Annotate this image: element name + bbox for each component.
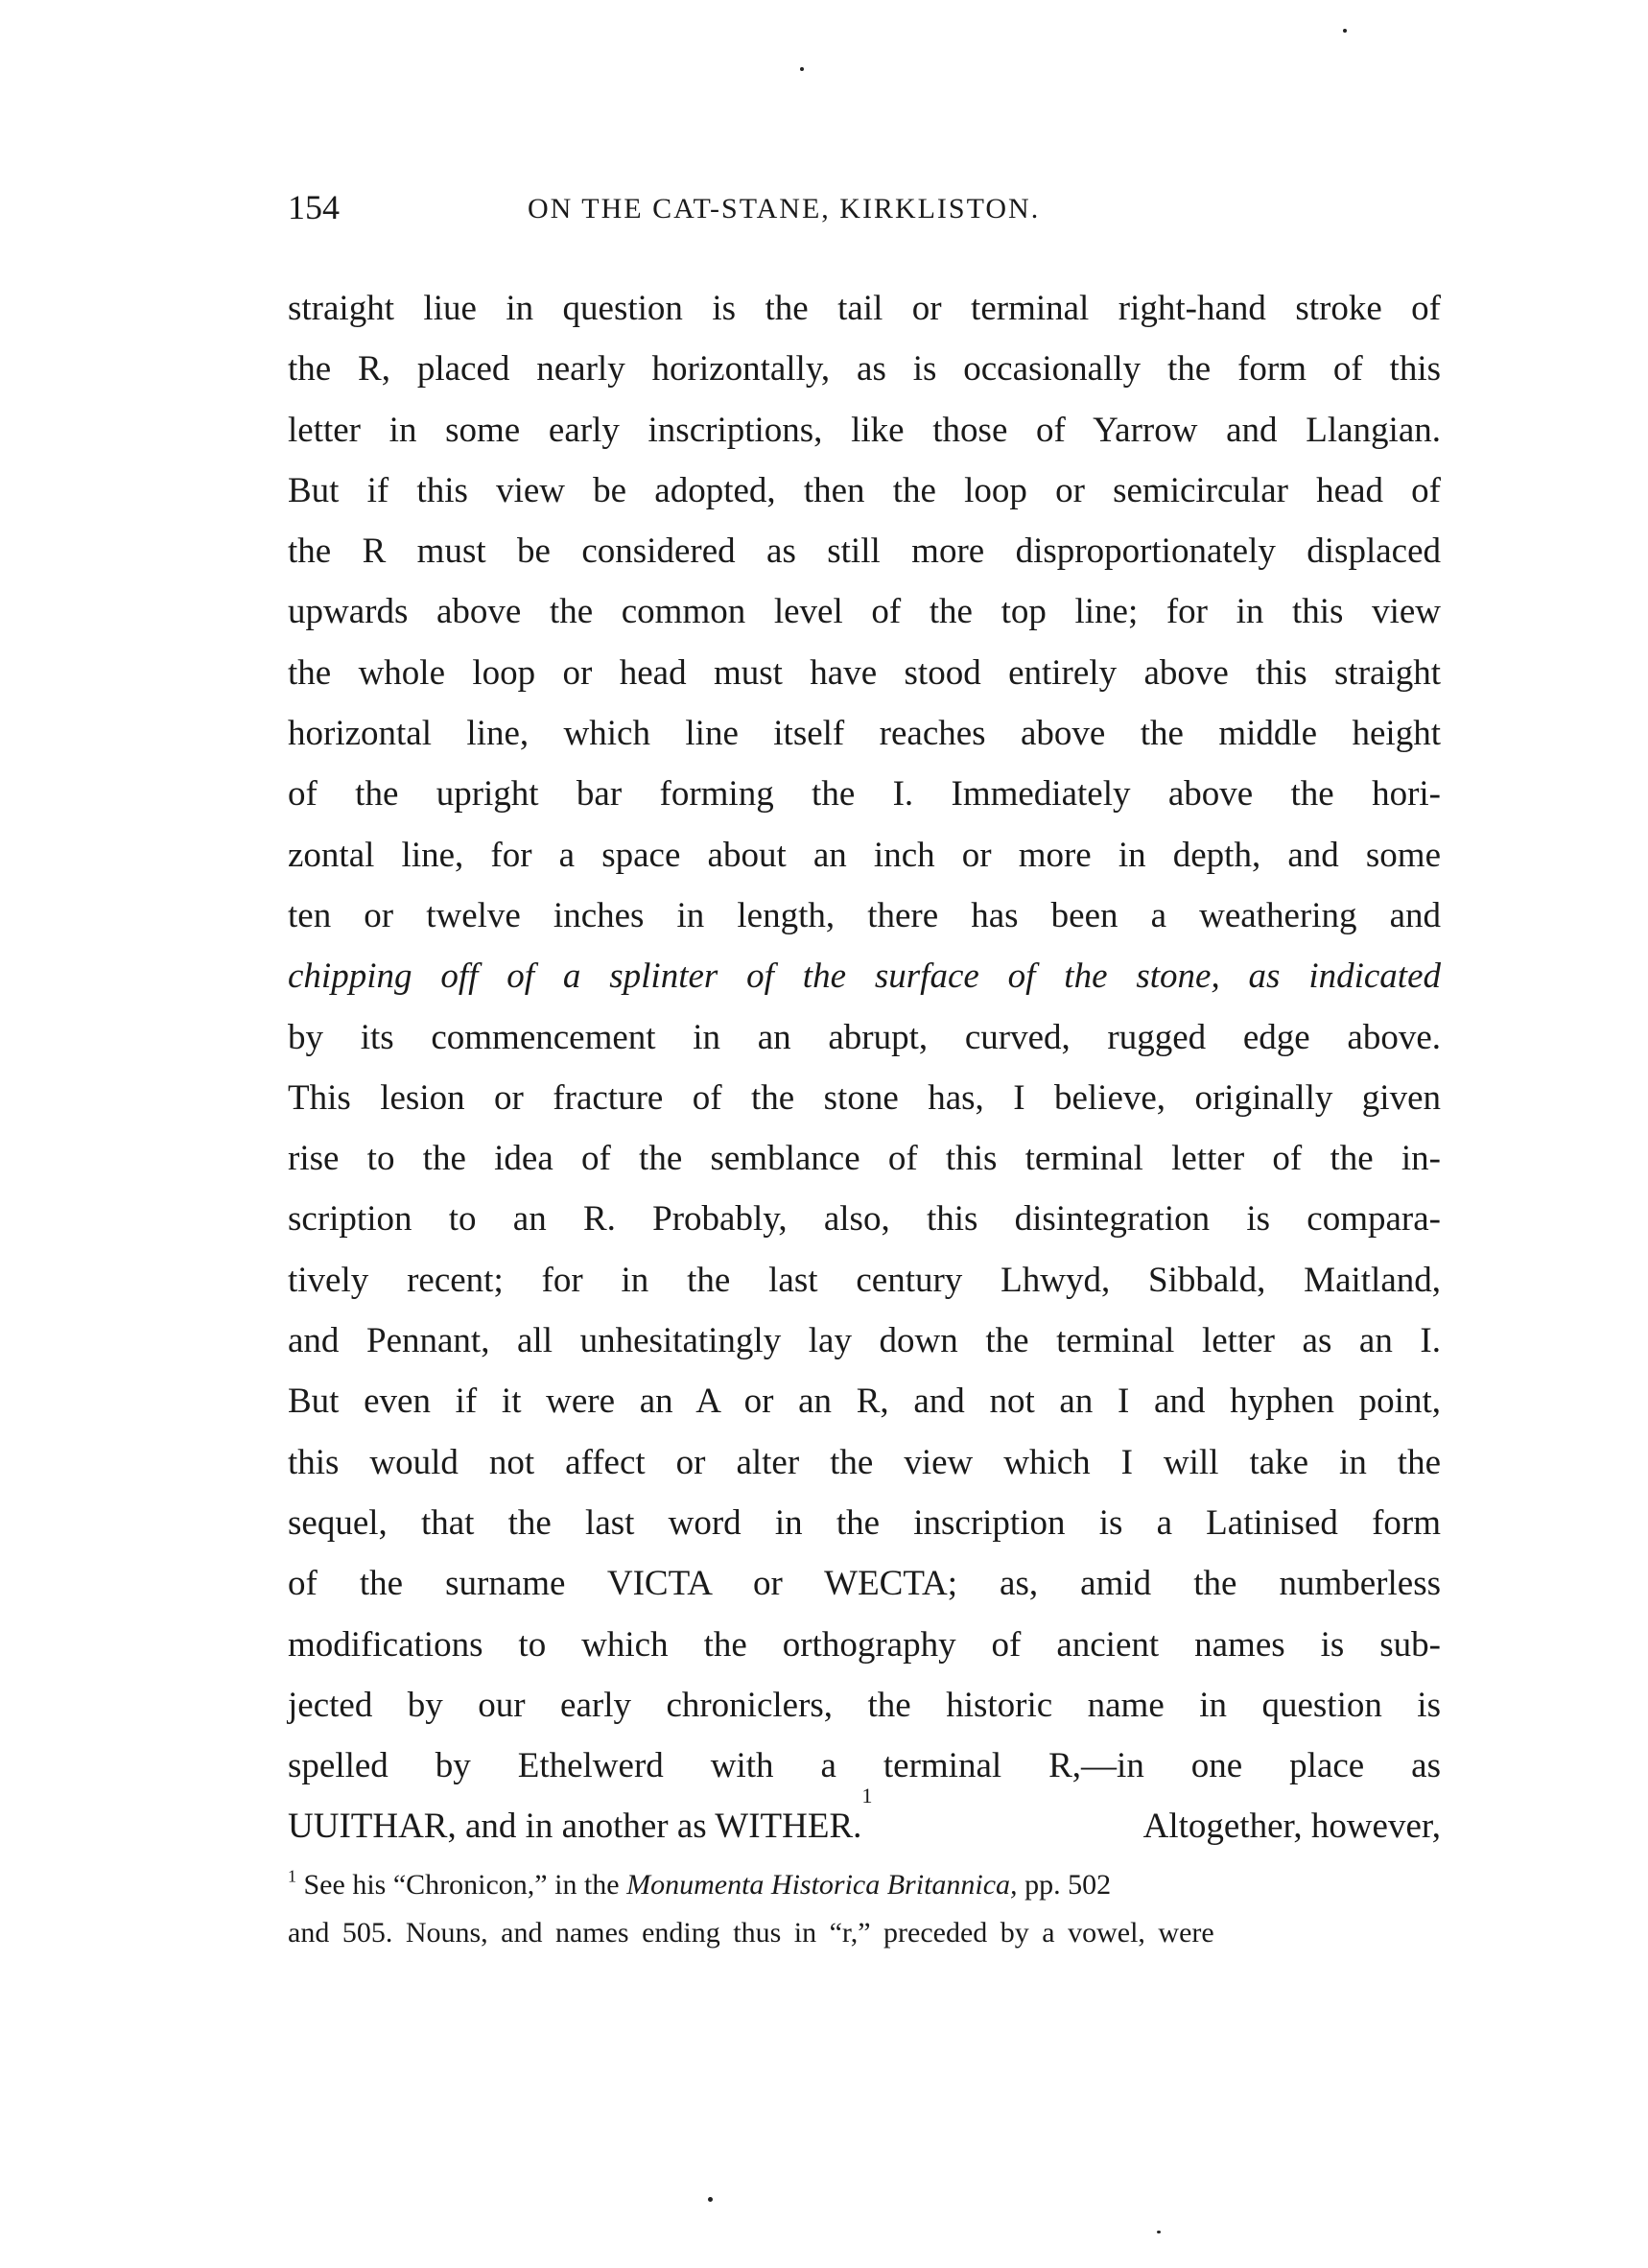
text-line-content: ten or twelve inches in length, there has been a weathering and xyxy=(288,895,1441,935)
running-title: ON THE CAT-STANE, KIRKLISTON. xyxy=(528,193,1041,224)
text-line xyxy=(288,1553,1441,1614)
text-line xyxy=(288,764,1441,824)
text-line xyxy=(288,521,1441,581)
scan-speck xyxy=(1343,29,1347,33)
text-line-content: the whole loop or head must have stood entirely above this straight xyxy=(288,652,1441,693)
text-line xyxy=(288,1493,1441,1553)
text-line-content: sequel, that the last word in the inscription is a Latinised form xyxy=(288,1502,1441,1543)
text-line xyxy=(288,339,1441,399)
text-line-content: horizontal line, which line itself reaches above the middle height xyxy=(288,714,1441,754)
text-line xyxy=(288,643,1441,703)
page-number: 154 xyxy=(288,188,340,226)
text-line-content: straight liue in question is the tail or terminal right-hand stroke of xyxy=(288,289,1441,328)
text-line-content: scription to an R. Probably, also, this disintegration is compara- xyxy=(288,1199,1441,1240)
text-line-content: and Pennant, all unhesitatingly lay down the terminal letter as an I. xyxy=(288,1321,1441,1361)
text-line-content: This lesion or fracture of the stone has, I believe, originally given xyxy=(288,1077,1441,1118)
scan-speck xyxy=(800,67,804,71)
text-line xyxy=(288,1250,1441,1311)
footnote-reference: 1 xyxy=(861,1784,873,1808)
text-line-tail: Altogether, however, xyxy=(1142,1807,1441,1847)
text-line xyxy=(288,1311,1441,1371)
text-line-content: of the upright bar forming the I. Immediately above the hori- xyxy=(288,774,1441,815)
footnote-line-2: and 505. Nouns, and names ending thus in “r,” preceded by a vowel, were xyxy=(288,1917,1214,1949)
page-header xyxy=(288,187,1439,235)
text-line xyxy=(288,1189,1441,1249)
text-line-content: chipping off of a splinter of the surface of the stone, as indicated xyxy=(288,957,1441,997)
text-line-content: of the surname VICTA or WECTA; as, amid the numberless xyxy=(288,1564,1441,1604)
text-line-content: the R, placed nearly horizontally, as is occasionally the form of this xyxy=(288,349,1441,390)
last-line xyxy=(288,1784,1441,1856)
text-line-content: the R must be considered as still more disproportionately displaced xyxy=(288,532,1441,572)
text-line xyxy=(288,946,1441,1006)
text-line xyxy=(288,825,1441,886)
text-line xyxy=(288,1007,1441,1068)
text-line xyxy=(288,400,1441,461)
text-line-content: UUITHAR, and in another as WITHER. xyxy=(288,1807,862,1847)
text-line-content: But if this view be adopted, then the loop or semicircular head of xyxy=(288,470,1441,510)
text-line-content: rise to the idea of the semblance of this terminal letter of the in- xyxy=(288,1139,1441,1179)
text-line-content: upwards above the common level of the top line; for in this view xyxy=(288,592,1441,632)
footnote-line-1 xyxy=(288,1861,1111,1909)
footnote-italic-title: Monumenta Historica Britannica, xyxy=(626,1869,1018,1901)
text-line-content: spelled by Ethelwerd with a terminal R,—in one place as xyxy=(288,1746,1441,1786)
text-line-content: zontal line, for a space about an inch or more in depth, and some xyxy=(288,835,1441,875)
text-line xyxy=(288,1432,1441,1493)
text-line xyxy=(288,1784,1441,1856)
text-line xyxy=(288,461,1441,521)
text-line-content: this would not affect or alter the view which I will take in the xyxy=(288,1442,1441,1482)
text-line xyxy=(288,278,1441,339)
text-line xyxy=(288,886,1441,946)
body-text xyxy=(288,278,1441,1857)
text-line xyxy=(288,1371,1441,1431)
text-line xyxy=(288,1675,1441,1736)
footnote-text: See his “Chronicon,” in the xyxy=(303,1869,620,1901)
scan-speck xyxy=(1157,2231,1161,2233)
text-line-content: modifications to which the orthography of ancient names is sub- xyxy=(288,1624,1441,1665)
scan-speck xyxy=(708,2197,713,2202)
text-line-content: tively recent; for in the last century Lhwyd, Sibbald, Maitland, xyxy=(288,1260,1441,1300)
footnote-marker: 1 xyxy=(288,1866,296,1886)
text-line xyxy=(288,1615,1441,1675)
footnote-line xyxy=(288,1861,1441,1909)
text-line-content: letter in some early inscriptions, like those of Yarrow and Llangian. xyxy=(288,410,1441,450)
footnote xyxy=(288,1861,1441,1957)
text-line xyxy=(288,581,1441,642)
text-line-content: by its commencement in an abrupt, curved, rugged edge above. xyxy=(288,1017,1441,1057)
text-line-content: jected by our early chroniclers, the historic name in question is xyxy=(288,1685,1441,1725)
text-line xyxy=(288,703,1441,764)
footnote-pages: pp. 502 xyxy=(1024,1869,1112,1901)
text-line xyxy=(288,1128,1441,1189)
footnote-line xyxy=(288,1909,1441,1957)
text-line xyxy=(288,1068,1441,1128)
text-line-content: But even if it were an A or an R, and not an I and hyphen point, xyxy=(288,1382,1441,1422)
